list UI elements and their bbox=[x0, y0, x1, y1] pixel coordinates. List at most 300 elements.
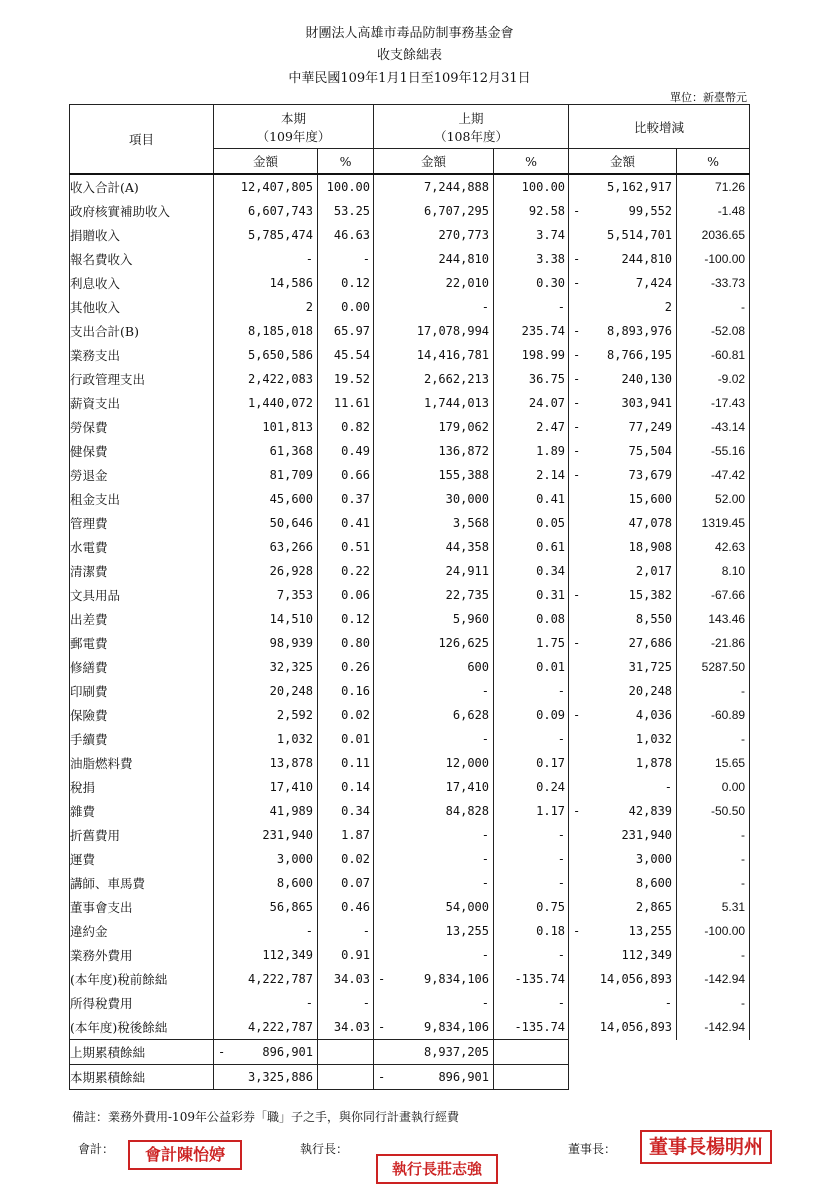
row-label: 租金支出 bbox=[70, 487, 214, 511]
current-amount: 56,865 bbox=[214, 895, 318, 919]
current-year-label: （109年度） bbox=[256, 128, 331, 144]
current-amount bbox=[214, 1065, 318, 1090]
table-row bbox=[70, 391, 750, 415]
sign-mark: - bbox=[573, 924, 581, 938]
current-amount: 14,510 bbox=[214, 607, 318, 631]
row-label: 清潔費 bbox=[70, 559, 214, 583]
amount-value: 14,056,893 bbox=[599, 1020, 673, 1035]
row-label: 勞保費 bbox=[70, 415, 214, 439]
prior-pct: 100.00 bbox=[494, 174, 569, 199]
row-label: 出差費 bbox=[70, 607, 214, 631]
amount-value: 99,552 bbox=[628, 204, 673, 218]
prior-amount: 6,628 bbox=[374, 703, 494, 727]
footnote: 備註：業務外費用-109年公益彩券「職」子之手，與你同行計畫執行經費 bbox=[72, 1110, 459, 1124]
sign-mark: - bbox=[573, 804, 581, 818]
change-pct: 143.46 bbox=[677, 607, 750, 631]
prior-pct: - bbox=[494, 679, 569, 703]
current-pct bbox=[318, 1040, 374, 1065]
current-pct: 0.16 bbox=[318, 679, 374, 703]
row-label: 手續費 bbox=[70, 727, 214, 751]
amount-value: 15,382 bbox=[628, 588, 673, 602]
row-label: 政府核實補助收入 bbox=[70, 199, 214, 223]
row-label: 修繕費 bbox=[70, 655, 214, 679]
change-amount bbox=[569, 823, 677, 847]
statement-period: 中華民國109年1月1日至109年12月31日 bbox=[288, 71, 531, 86]
change-pct: -60.81 bbox=[677, 343, 750, 367]
row-label: 支出合計(B) bbox=[70, 319, 214, 343]
prior-pct-header: % bbox=[494, 149, 569, 175]
current-amount: 13,878 bbox=[214, 751, 318, 775]
change-pct: -21.86 bbox=[677, 631, 750, 655]
col-prior-header bbox=[374, 105, 569, 149]
prior-amount: 22,010 bbox=[374, 271, 494, 295]
sign-mark: - bbox=[378, 1070, 386, 1084]
prior-pct: 1.17 bbox=[494, 799, 569, 823]
change-amount bbox=[569, 679, 677, 703]
change-amount bbox=[569, 655, 677, 679]
change-pct: - bbox=[677, 823, 750, 847]
prior-amount: 84,828 bbox=[374, 799, 494, 823]
current-amount: 1,440,072 bbox=[214, 391, 318, 415]
prior-amount: 1,744,013 bbox=[374, 391, 494, 415]
current-period-label: 本期 bbox=[281, 110, 307, 126]
row-label: 上期累積餘絀 bbox=[70, 1040, 214, 1065]
change-pct: 5287.50 bbox=[677, 655, 750, 679]
change-pct: 2036.65 bbox=[677, 223, 750, 247]
table-row bbox=[70, 895, 750, 919]
change-amount bbox=[569, 511, 677, 535]
prior-pct: -135.74 bbox=[494, 967, 569, 991]
executive-stamp: 執行長莊志強 bbox=[376, 1154, 498, 1184]
row-label: 郵電費 bbox=[70, 631, 214, 655]
prior-pct: 92.58 bbox=[494, 199, 569, 223]
prior-amount: 30,000 bbox=[374, 487, 494, 511]
amount-value: 112,349 bbox=[621, 948, 673, 962]
row-label: 運費 bbox=[70, 847, 214, 871]
current-pct bbox=[318, 1065, 374, 1090]
table-row bbox=[70, 343, 750, 367]
prior-amount: 17,078,994 bbox=[374, 319, 494, 343]
amount-value: 18,908 bbox=[628, 540, 673, 554]
amount-value: 3,000 bbox=[635, 852, 673, 866]
change-pct-header: % bbox=[677, 149, 750, 175]
row-label: 管理費 bbox=[70, 511, 214, 535]
prior-pct: - bbox=[494, 871, 569, 895]
prior-amount: 155,388 bbox=[374, 463, 494, 487]
current-amount: 4,222,787 bbox=[214, 1015, 318, 1040]
change-amount bbox=[569, 799, 677, 823]
table-row bbox=[70, 319, 750, 343]
prior-pct: 2.14 bbox=[494, 463, 569, 487]
change-amount bbox=[569, 247, 677, 271]
change-pct: 0.00 bbox=[677, 775, 750, 799]
row-label: 折舊費用 bbox=[70, 823, 214, 847]
prior-amount: 600 bbox=[374, 655, 494, 679]
current-amount: 5,650,586 bbox=[214, 343, 318, 367]
prior-amount: 6,707,295 bbox=[374, 199, 494, 223]
row-label: 健保費 bbox=[70, 439, 214, 463]
change-amount bbox=[569, 847, 677, 871]
chairman-label: 董事長： bbox=[568, 1142, 617, 1156]
change-amount bbox=[569, 487, 677, 511]
prior-amount: - bbox=[374, 991, 494, 1015]
current-amount: 231,940 bbox=[214, 823, 318, 847]
current-amount: 63,266 bbox=[214, 535, 318, 559]
amount-value: 4,036 bbox=[635, 708, 673, 722]
current-pct: 19.52 bbox=[318, 367, 374, 391]
current-pct: 0.80 bbox=[318, 631, 374, 655]
prior-amount: 2,662,213 bbox=[374, 367, 494, 391]
prior-amount: 7,244,888 bbox=[374, 174, 494, 199]
table-row bbox=[70, 487, 750, 511]
current-amount: - bbox=[214, 991, 318, 1015]
sign-mark: - bbox=[573, 204, 581, 218]
current-pct: 0.82 bbox=[318, 415, 374, 439]
row-label: 稅捐 bbox=[70, 775, 214, 799]
current-pct: 0.11 bbox=[318, 751, 374, 775]
current-amount: - bbox=[214, 919, 318, 943]
row-label: 行政管理支出 bbox=[70, 367, 214, 391]
current-pct: 46.63 bbox=[318, 223, 374, 247]
sign-mark: - bbox=[218, 1045, 226, 1059]
prior-pct: - bbox=[494, 847, 569, 871]
change-amount bbox=[569, 703, 677, 727]
prior-amount: 5,960 bbox=[374, 607, 494, 631]
row-label: (本年度)稅前餘絀 bbox=[70, 967, 214, 991]
prior-pct: 0.30 bbox=[494, 271, 569, 295]
current-pct-header: % bbox=[318, 149, 374, 175]
current-amount: 14,586 bbox=[214, 271, 318, 295]
prior-amount bbox=[374, 1040, 494, 1065]
row-label: 水電費 bbox=[70, 535, 214, 559]
table-row bbox=[70, 463, 750, 487]
current-pct: 0.00 bbox=[318, 295, 374, 319]
change-pct: -142.94 bbox=[677, 1015, 750, 1040]
current-pct: 0.12 bbox=[318, 607, 374, 631]
row-label: 所得稅費用 bbox=[70, 991, 214, 1015]
table-row bbox=[70, 703, 750, 727]
prior-pct: 1.75 bbox=[494, 631, 569, 655]
row-label: 雜費 bbox=[70, 799, 214, 823]
prior-year-label: （108年度） bbox=[434, 128, 508, 144]
prior-amount: 126,625 bbox=[374, 631, 494, 655]
prior-pct bbox=[494, 1065, 569, 1090]
change-amount bbox=[569, 631, 677, 655]
current-pct: 0.51 bbox=[318, 535, 374, 559]
current-pct: 0.02 bbox=[318, 703, 374, 727]
prior-pct: 0.17 bbox=[494, 751, 569, 775]
amount-value: 1,032 bbox=[635, 732, 673, 746]
table-row bbox=[70, 943, 750, 967]
amount-value: 244,810 bbox=[621, 252, 673, 266]
current-pct: 65.97 bbox=[318, 319, 374, 343]
change-amount bbox=[569, 391, 677, 415]
row-label: (本年度)稅後餘絀 bbox=[70, 1015, 214, 1040]
accountant-stamp: 會計陳怡婷 bbox=[128, 1140, 242, 1170]
table-row bbox=[70, 583, 750, 607]
change-pct: -17.43 bbox=[677, 391, 750, 415]
executive-label: 執行長： bbox=[300, 1142, 349, 1156]
prior-pct: 0.34 bbox=[494, 559, 569, 583]
table-row bbox=[70, 607, 750, 631]
prior-amount: - bbox=[374, 871, 494, 895]
sign-mark: - bbox=[573, 468, 581, 482]
prior-amount-header: 金額 bbox=[374, 149, 494, 175]
prior-pct: 0.31 bbox=[494, 583, 569, 607]
change-pct: - bbox=[677, 871, 750, 895]
amount-value: 27,686 bbox=[628, 636, 673, 650]
amount-value: 42,839 bbox=[628, 804, 673, 818]
prior-pct: 2.47 bbox=[494, 415, 569, 439]
sign-mark: - bbox=[573, 444, 581, 458]
current-amount: 50,646 bbox=[214, 511, 318, 535]
table-row bbox=[70, 679, 750, 703]
change-amount bbox=[569, 1040, 677, 1065]
amount-value: 15,600 bbox=[628, 492, 673, 506]
col-item-header: 項目 bbox=[70, 105, 214, 175]
prior-amount bbox=[374, 1065, 494, 1090]
amount-value: 303,941 bbox=[621, 396, 673, 410]
chairman-stamp: 董事長楊明州 bbox=[640, 1130, 772, 1164]
table-row bbox=[70, 991, 750, 1015]
sign-mark: - bbox=[378, 972, 386, 986]
change-amount bbox=[569, 463, 677, 487]
prior-amount: 136,872 bbox=[374, 439, 494, 463]
amount-value: 2 bbox=[664, 300, 673, 314]
current-pct: 53.25 bbox=[318, 199, 374, 223]
current-pct: 0.37 bbox=[318, 487, 374, 511]
prior-amount: - bbox=[374, 823, 494, 847]
change-pct: -100.00 bbox=[677, 919, 750, 943]
current-amount: 1,032 bbox=[214, 727, 318, 751]
table-row bbox=[70, 559, 750, 583]
change-pct: -9.02 bbox=[677, 367, 750, 391]
amount-value: 8,937,205 bbox=[423, 1045, 490, 1059]
row-label: 違約金 bbox=[70, 919, 214, 943]
amount-value: 47,078 bbox=[628, 516, 673, 530]
prior-pct: 0.01 bbox=[494, 655, 569, 679]
current-amount: 32,325 bbox=[214, 655, 318, 679]
accountant-label: 會計： bbox=[78, 1142, 115, 1156]
row-label: 油脂燃料費 bbox=[70, 751, 214, 775]
change-amount-header: 金額 bbox=[569, 149, 677, 175]
prior-period-label: 上期 bbox=[458, 110, 484, 126]
current-amount: 5,785,474 bbox=[214, 223, 318, 247]
sign-mark: - bbox=[378, 1020, 386, 1034]
current-amount: 61,368 bbox=[214, 439, 318, 463]
table-row bbox=[70, 655, 750, 679]
table-row bbox=[70, 727, 750, 751]
prior-pct: -135.74 bbox=[494, 1015, 569, 1040]
change-pct: - bbox=[677, 943, 750, 967]
amount-value: 1,878 bbox=[635, 756, 673, 770]
current-pct: 0.66 bbox=[318, 463, 374, 487]
row-label: 本期累積餘絀 bbox=[70, 1065, 214, 1090]
prior-amount: 3,568 bbox=[374, 511, 494, 535]
amount-value: 2,017 bbox=[635, 564, 673, 578]
table-row bbox=[70, 295, 750, 319]
current-pct: 11.61 bbox=[318, 391, 374, 415]
col-current-header bbox=[214, 105, 374, 149]
prior-pct bbox=[494, 1040, 569, 1065]
change-pct: 5.31 bbox=[677, 895, 750, 919]
prior-amount: - bbox=[374, 679, 494, 703]
change-pct: -1.48 bbox=[677, 199, 750, 223]
change-pct: -50.50 bbox=[677, 799, 750, 823]
change-pct: - bbox=[677, 991, 750, 1015]
change-amount bbox=[569, 319, 677, 343]
table-row bbox=[70, 775, 750, 799]
table-row bbox=[70, 799, 750, 823]
amount-value: 77,249 bbox=[628, 420, 673, 434]
amount-value: - bbox=[664, 780, 673, 794]
current-pct: - bbox=[318, 919, 374, 943]
change-amount bbox=[569, 583, 677, 607]
current-amount: 101,813 bbox=[214, 415, 318, 439]
prior-pct: 0.05 bbox=[494, 511, 569, 535]
change-pct bbox=[677, 1065, 750, 1090]
table-row bbox=[70, 271, 750, 295]
table-row bbox=[70, 174, 750, 199]
amount-value: 9,834,106 bbox=[423, 972, 490, 986]
current-amount: 112,349 bbox=[214, 943, 318, 967]
change-amount bbox=[569, 1065, 677, 1090]
current-pct: 0.01 bbox=[318, 727, 374, 751]
current-amount: 12,407,805 bbox=[214, 174, 318, 199]
row-label: 講師、車馬費 bbox=[70, 871, 214, 895]
change-pct: 1319.45 bbox=[677, 511, 750, 535]
amount-value: 5,514,701 bbox=[607, 228, 673, 242]
prior-amount bbox=[374, 967, 494, 991]
table-row bbox=[70, 847, 750, 871]
row-label: 業務支出 bbox=[70, 343, 214, 367]
amount-value: 8,893,976 bbox=[607, 324, 673, 338]
amount-value: 240,130 bbox=[621, 372, 673, 386]
prior-pct: 0.09 bbox=[494, 703, 569, 727]
current-pct: 34.03 bbox=[318, 967, 374, 991]
prior-amount: 17,410 bbox=[374, 775, 494, 799]
current-pct: 0.12 bbox=[318, 271, 374, 295]
prior-pct: 24.07 bbox=[494, 391, 569, 415]
prior-pct: 3.74 bbox=[494, 223, 569, 247]
prior-amount: 14,416,781 bbox=[374, 343, 494, 367]
prior-pct: 0.41 bbox=[494, 487, 569, 511]
prior-amount: - bbox=[374, 727, 494, 751]
change-amount bbox=[569, 871, 677, 895]
change-amount bbox=[569, 1015, 677, 1040]
change-amount bbox=[569, 919, 677, 943]
current-amount: 4,222,787 bbox=[214, 967, 318, 991]
table-row bbox=[70, 823, 750, 847]
table-row bbox=[70, 439, 750, 463]
change-amount bbox=[569, 343, 677, 367]
change-amount bbox=[569, 223, 677, 247]
change-pct: -60.89 bbox=[677, 703, 750, 727]
table-row bbox=[70, 631, 750, 655]
amount-value: 20,248 bbox=[628, 684, 673, 698]
prior-pct: - bbox=[494, 295, 569, 319]
row-label: 勞退金 bbox=[70, 463, 214, 487]
prior-amount: 44,358 bbox=[374, 535, 494, 559]
amount-value: 9,834,106 bbox=[423, 1020, 490, 1034]
row-label: 印刷費 bbox=[70, 679, 214, 703]
current-amount: 8,600 bbox=[214, 871, 318, 895]
current-pct: 0.07 bbox=[318, 871, 374, 895]
current-amount: - bbox=[214, 247, 318, 271]
change-pct: - bbox=[677, 679, 750, 703]
row-label: 保險費 bbox=[70, 703, 214, 727]
change-pct: - bbox=[677, 295, 750, 319]
table-row bbox=[70, 367, 750, 391]
change-amount bbox=[569, 295, 677, 319]
change-pct: -52.08 bbox=[677, 319, 750, 343]
change-amount bbox=[569, 607, 677, 631]
prior-amount: - bbox=[374, 847, 494, 871]
current-pct: - bbox=[318, 991, 374, 1015]
row-label: 收入合計(A) bbox=[70, 174, 214, 199]
sign-mark: - bbox=[573, 636, 581, 650]
prior-amount: 12,000 bbox=[374, 751, 494, 775]
current-amount: 17,410 bbox=[214, 775, 318, 799]
current-pct: 0.91 bbox=[318, 943, 374, 967]
change-pct: -67.66 bbox=[677, 583, 750, 607]
prior-amount: - bbox=[374, 295, 494, 319]
prior-pct: - bbox=[494, 727, 569, 751]
prior-pct: 0.61 bbox=[494, 535, 569, 559]
row-label: 利息收入 bbox=[70, 271, 214, 295]
current-amount: 41,989 bbox=[214, 799, 318, 823]
change-amount bbox=[569, 415, 677, 439]
row-label: 報名費收入 bbox=[70, 247, 214, 271]
prior-pct: 1.89 bbox=[494, 439, 569, 463]
amount-value: 896,901 bbox=[438, 1070, 490, 1084]
sign-mark: - bbox=[573, 348, 581, 362]
prior-pct: 0.18 bbox=[494, 919, 569, 943]
change-pct: 15.65 bbox=[677, 751, 750, 775]
prior-pct: 36.75 bbox=[494, 367, 569, 391]
prior-pct: - bbox=[494, 943, 569, 967]
change-pct: - bbox=[677, 727, 750, 751]
prior-pct: 235.74 bbox=[494, 319, 569, 343]
amount-value: 896,901 bbox=[262, 1045, 313, 1059]
amount-value: - bbox=[664, 996, 673, 1010]
current-pct: 100.00 bbox=[318, 174, 374, 199]
amount-value: 14,056,893 bbox=[599, 972, 673, 986]
change-amount bbox=[569, 199, 677, 223]
amount-value: 7,424 bbox=[635, 276, 673, 290]
prior-pct: - bbox=[494, 991, 569, 1015]
change-pct: 52.00 bbox=[677, 487, 750, 511]
change-pct: -55.16 bbox=[677, 439, 750, 463]
change-pct bbox=[677, 1040, 750, 1065]
change-pct: -100.00 bbox=[677, 247, 750, 271]
table-row bbox=[70, 535, 750, 559]
current-amount: 8,185,018 bbox=[214, 319, 318, 343]
row-label: 文具用品 bbox=[70, 583, 214, 607]
current-pct: 0.34 bbox=[318, 799, 374, 823]
table-row bbox=[70, 967, 750, 991]
current-pct: 0.06 bbox=[318, 583, 374, 607]
current-pct: 0.02 bbox=[318, 847, 374, 871]
amount-value: 8,550 bbox=[635, 612, 673, 626]
prior-pct: 3.38 bbox=[494, 247, 569, 271]
current-pct: 34.03 bbox=[318, 1015, 374, 1040]
change-amount bbox=[569, 174, 677, 199]
accumulated-row bbox=[70, 1065, 750, 1090]
accumulated-row bbox=[70, 1040, 750, 1065]
row-label: 業務外費用 bbox=[70, 943, 214, 967]
change-amount bbox=[569, 439, 677, 463]
